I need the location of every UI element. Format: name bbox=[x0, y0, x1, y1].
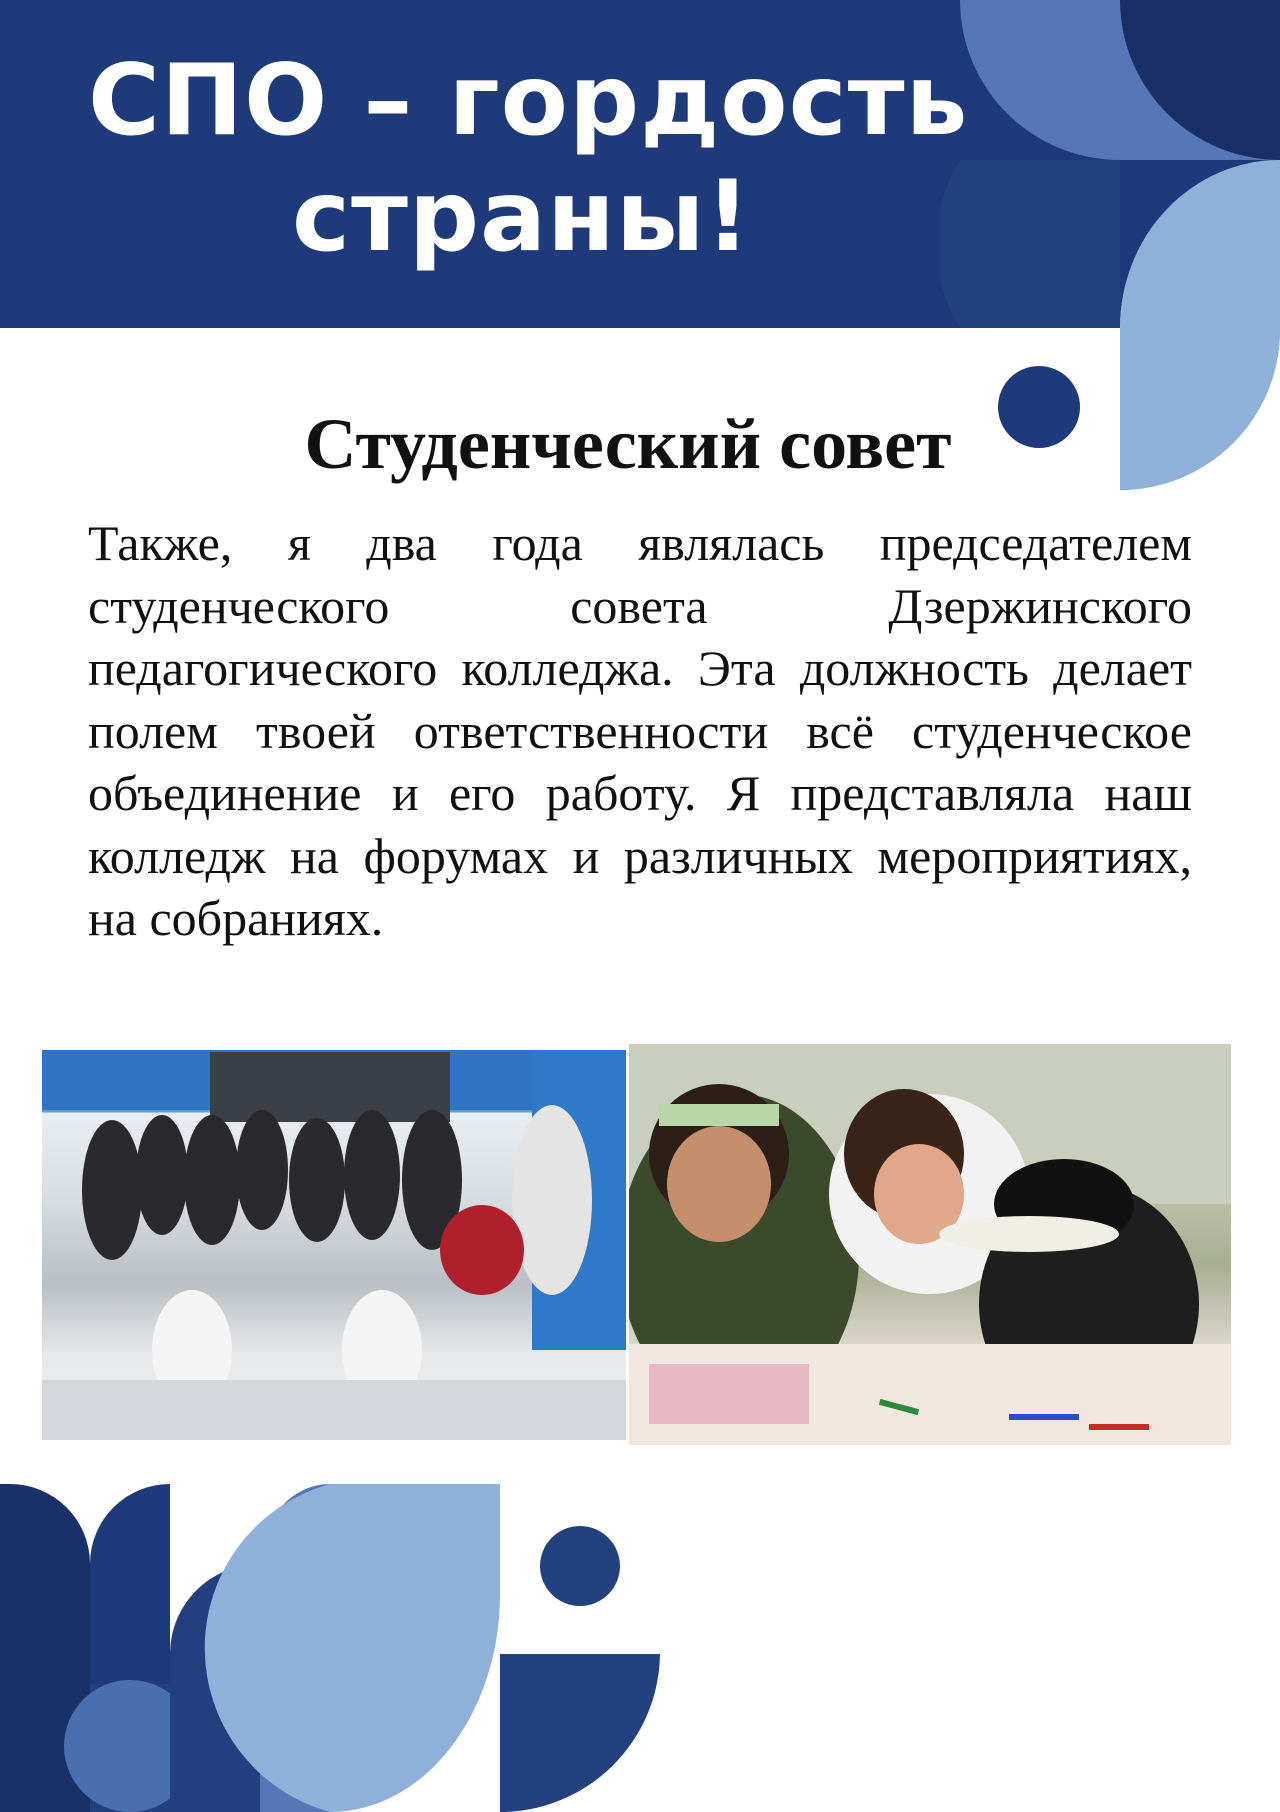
page-title-line-2: страны! bbox=[292, 160, 752, 274]
decorative-shapes-bottom bbox=[0, 1484, 680, 1812]
group-photo bbox=[42, 1050, 626, 1440]
section-title: Студенческий совет bbox=[304, 404, 952, 484]
page-title-line-1: СПО – гордость bbox=[88, 44, 969, 158]
body-paragraph: Также, я два года являлась председателем студенческого совета Дзержинского педагогического колледжа. Эта должность делает полем твоей ответственности всё студенческое объединение и его работу. Я представляла наш колледж на форумах и различных мероприятиях, на собраниях. bbox=[88, 515, 1192, 946]
workshop-photo bbox=[629, 1044, 1231, 1445]
